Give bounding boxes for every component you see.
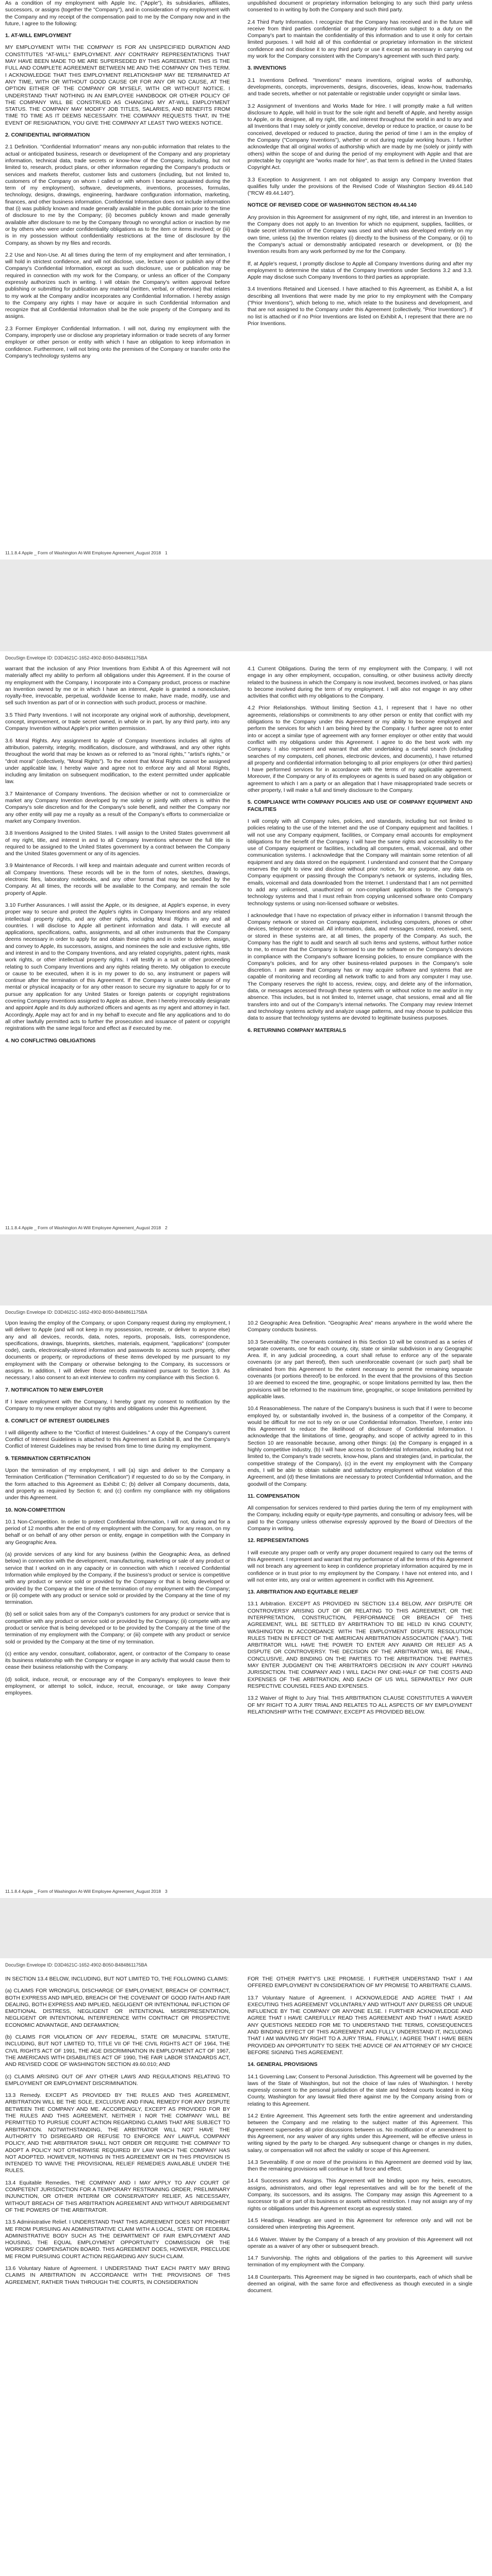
- paragraph: 10.4 Reasonableness. The nature of the Company's business is such that if I were to become employed by, or substantially involved in, the business of a competitor of the Company, it would be difficult for me not to rely on or use Confidential Information. Therefore, I enter into this Agreement to reduce the likelihood of disclosure of Confidential Information. I acknowledge that the limitations of time, geography, and scope of activity agreed to in this Section 10 are reasonable because, among other things: (a) the Company is engaged in a highly competitive industry, (b) I will have access to Confidential Information, including but not limited to, the Company's trade secrets, know-how, plans and strategies (and, in particular, the competitive strategy of the Company), (c) in the event my employment with the Company ends, I will be able to obtain suitable and satisfactory employment without violation of this Agreement, and (d) these limitations are necessary to protect Confidential Information, and the goodwill of the Company.: [248, 1406, 472, 1487]
- page-1-right-column: [248, 0, 472, 332]
- page-3-right-column: [248, 1320, 472, 1721]
- section-heading: 2. CONFIDENTIAL INFORMATION: [5, 132, 90, 139]
- paragraph: (d) solicit, induce, recruit, or encourage any of the Company's employees to leave their employment, or attempt to solicit, induce, recruit, encourage, or take away Company employees.: [5, 1676, 230, 1697]
- paragraph: 14.5 Headings. Headings are used in this Agreement for reference only and will not be considered when interpreting this Agreement.: [248, 2217, 472, 2231]
- section-heading: 5. COMPLIANCE WITH COMPANY POLICIES AND USE OF COMPANY EQUIPMENT AND FACILITIES: [248, 800, 472, 812]
- paragraph: 3.3 Exception to Assignment. I am not obligated to assign any Company Invention that qualifies fully under the provisions of the Revised Code of Washington Section 49.44.140 ("RCW 49.44.140").: [248, 177, 472, 197]
- docusign-envelope-id: DocuSign Envelope ID: D3D4621C-1652-4902-B050-B484861175BA: [5, 655, 147, 660]
- paragraph: FOR THE OTHER PARTY'S LIKE PROMISE. I FURTHER UNDERSTAND THAT I AM OFFERED EMPLOYMENT IN CONSIDERATION OF MY PROMISE TO ARBITRATE CLAIMS.: [248, 1976, 472, 1989]
- paragraph: MY EMPLOYMENT WITH THE COMPANY IS FOR AN UNSPECIFIED DURATION AND CONSTITUTES "AT-WILL" EMPLOYMENT. ANY CONTRARY REPRESENTATIONS THAT MAY HAVE BEEN MADE TO ME ARE SUPERSEDED BY THIS AGREEMENT. THIS IS THE FULL AND COMPLETE AGREEMENT BETWEEN ME AND THE COMPANY ON THIS TERM. I ACKNOWLEDGE THAT THIS EMPLOYMENT RELATIONSHIP MAY BE TERMINATED AT ANY TIME, WITH OR WITHOUT GOOD CAUSE OR FOR ANY OR NO CAUSE, AT THE OPTION EITHER OF THE COMPANY OR MYSELF, WITH OR WITHOUT NOTICE. I UNDERSTAND THAT NOTHING IN AN EMPLOYEE HANDBOOK OR OTHER POLICY OF THE COMPANY WILL BE CONSTRUED AS CHANGING MY AT-WILL EMPLOYMENT STATUS. THE COMPANY MAY MODIFY JOB TITLES, SALARIES, AND BENEFITS FROM TIME TO TIME AS IT DEEMS NECESSARY. THE COMPANY REQUESTS THAT, IN THE EVENT OF RESIGNATION, YOU GIVE THE COMPANY AT LEAST TWO WEEKS NOTICE.: [5, 45, 230, 126]
- paragraph: 3.6 Moral Rights. Any assignment to Apple of Company Inventions includes all rights of attribution, paternity, integrity, modification, disclosure, and withdrawal, and any other rights throughout the world that may be known as or referred to as "moral rights," "artist's rights," or "droit moral" (collectively, "Moral Rights"). To the extent that Moral Rights cannot be assigned under applicable law, I hereby waive and agree not to enforce any and all Moral Rights, including any limitation on subsequent modification, to the extent permitted under applicable law.: [5, 738, 230, 785]
- document-page-4: [0, 1958, 492, 2576]
- paragraph: 14.6 Waiver. Waiver by the Company of a breach of any provision of this Agreement will not operate as a waiver of any other or subsequent breach.: [248, 2236, 472, 2249]
- paragraph: (c) CLAIMS ARISING OUT OF ANY OTHER LAWS AND REGULATIONS RELATING TO EMPLOYMENT OR EMPLOYMENT DISCRIMINATION.: [5, 2074, 230, 2087]
- paragraph: All compensation for services rendered to third parties during the term of my employment with the Company, including equity or equity-type payments, and consulting or advisory fees, will be paid to the Company unless otherwise expressly approved by the Board of Directors of the Company in writing.: [248, 1505, 472, 1532]
- paragraph: 14.3 Severability. If one or more of the provisions in this Agreement are deemed void by law, then the remaining provisions will continue in full force and effect.: [248, 2159, 472, 2173]
- document-page-2: [0, 651, 492, 1234]
- footer-text: 11.1.8.4 Apple _ Form of Washington At-Will Employee Agreement_August 2018: [5, 1889, 161, 1894]
- page-2-left-column: [5, 666, 230, 1049]
- paragraph: 14.4 Successors and Assigns. This Agreement will be binding upon my heirs, executors, assigns, administrators, and other legal representatives and will be for the benefit of the Company, its successors, and its assigns. The Company may assign this Agreement to a successor to all or part of its business or assets without restriction. I may not assign any of my rights or obligations under this Agreement except as expressly stated.: [248, 2178, 472, 2212]
- paragraph: 2.2 Use and Non-Use. At all times during the term of my employment and after termination, I will hold in strictest confidence, and will not disclose, use, lecture upon or publish any of the Company's Confidential Information, except as such disclosure, use or publication may be required in connection with my work for the Company, or unless an officer of the Company expressly authorizes such in writing. I will obtain the Company's written approval before publishing or submitting for publication any material (written, verbal, or otherwise) that relates to my work at the Company and/or incorporates any Confidential Information. I hereby assign to the Company any rights I may have or acquire in such Confidential Information and recognize that all Confidential Information shall be the sole property of the Company and its assigns.: [5, 252, 230, 320]
- page-number: 2: [165, 1225, 168, 1230]
- page-footer: [5, 1225, 168, 1230]
- page-2-right-column: [248, 666, 472, 1039]
- paragraph: 13.1 Arbitration. EXCEPT AS PROVIDED IN SECTION 13.4 BELOW, ANY DISPUTE OR CONTROVERSY ARISING OUT OF OR RELATING TO THIS AGREEMENT, OR THE INTERPRETATION, CONSTRUCTION, PERFORMANCE OR BREACH OF THIS AGREEMENT, WILL BE SETTLED BY ARBITRATION TO BE HELD IN KING COUNTY, WASHINGTON IN ACCORDANCE WITH THE EMPLOYMENT DISPUTE RESOLUTION RULES THEN IN EFFECT OF THE AMERICAN ARBITRATION ASSOCIATION ("AAA"). THE ARBITRATOR WILL HAVE THE POWER TO ENTER ANY AWARD OR RELIEF AS A DISPUTE OR CONTROVERSY. THE DECISION OF THE ARBITRATOR WILL BE FINAL, CONCLUSIVE, AND BINDING ON THE PARTIES TO THE ARBITRATION. THE PARTIES MAY ENTER JUDGMENT ON THE ARBITRATOR'S DECISION IN ANY COURT HAVING JURISDICTION. THE COMPANY AND I WILL EACH PAY ONE-HALF OF THE COSTS AND EXPENSES OF THE ARBITRATION, AND EACH OF US WILL SEPARATELY PAY OUR RESPECTIVE COUNSEL FEES AND EXPENSES.: [248, 1601, 472, 1689]
- paragraph: I will diligently adhere to the "Conflict of Interest Guidelines." A copy of the Company's current Conflict of Interest Guidelines is attached to this Agreement as Exhibit B, and the Company's Conflict of Interest Guidelines may be revised from time to time during my employment.: [5, 1430, 230, 1450]
- paragraph: 13.6 Voluntary Nature of Agreement. I UNDERSTAND THAT EACH PARTY MAY BRING CLAIMS IN ARBITRATION IN ACCORDANCE WITH THE PROVISIONS OF THIS AGREEMENT, RATHER THAN THROUGH THE COURTS, IN CONSIDERATION: [5, 2265, 230, 2285]
- paragraph: IN SECTION 13.4 BELOW, INCLUDING, BUT NOT LIMITED TO, THE FOLLOWING CLAIMS:: [5, 1976, 229, 1982]
- paragraph: 3.2 Assignment of Inventions and Works Made for Hire. I will promptly make a full written disclosure to Apple, will hold in trust for the sole right and benefit of Apple, and hereby assign to Apple, or its designee, all my right, title, and interest throughout the world in and to any and all Inventions that I may solely or jointly conceive, develop or reduce to practice, or cause to be conceived, developed or reduced to practice, during the period of time I am in the employ of the Company ("Company Inventions"), whether or not during regular working hours. I further acknowledge that all original works of authorship which are made by me (solely or jointly with others) within the scope of and during the period of my employment with Apple and that are protectable by copyright are "works made for hire", as that term is defined in the United States Copyright Act.: [248, 103, 472, 171]
- page-4-left-column: [5, 1976, 230, 2291]
- paragraph: I will execute any proper oath or verify any proper document required to carry out the terms of this Agreement. I represent and warrant that my performance of all the terms of this Agreement will not breach any agreement to keep in confidence proprietary information acquired by me in confidence or in trust prior to my employment by the Company. I have not entered into, and I will not enter into, any oral or written agreement in conflict with this Agreement.: [248, 1550, 472, 1583]
- section-heading: 14. GENERAL PROVISIONS: [248, 2062, 318, 2068]
- footer-text: 11.1.8.4 Apple _ Form of Washington At-Will Employee Agreement_August 2018: [5, 550, 161, 555]
- paragraph: 14.2 Entire Agreement. This Agreement sets forth the entire agreement and understanding between the Company and me relating to the subject matter of this Agreement. This Agreement supersedes all prior discussions between us. No modification of or amendment to this Agreement, nor any waiver of any rights under this Agreement, will be effective unless in writing signed by the party to be charged. Any subsequent change or changes in my duties, salary, or compensation will not affect the validity or scope of this Agreement.: [248, 2113, 472, 2154]
- paragraph: 3.10 Further Assurances. I will assist the Apple, or its designee, at Apple's expense, in every proper way to secure and protect the Apple's rights in Company Inventions and any related intellectual property rights, and any other rights, including Moral Rights in any and all countries. I will disclose to Apple all pertinent information and data. I will execute all applications, specifications, oaths, assignments, and all other instruments that the Company deems necessary in order to apply for and obtain these rights and in order to deliver, assign, and convey to Apple, its successors, assigns, and nominees the sole and exclusive rights, title and interest in and to the Company Inventions, and any related copyrights, patent rights, mask work rights, or other intellectual property rights. I will testify in a suit or other proceeding relating to such Company Inventions and any rights relating thereto. My obligation to execute or cause to be executed, when it is in my power to do so, any instrument or papers will continue after the termination of this Agreement. If the Company is unable because of my mental or physical incapacity or for any other reason to secure my signature to apply for or to pursue any application for any United States or foreign patents or copyright registrations covering Company Inventions assigned to Apple as above, then I hereby irrevocably designate and appoint Apple and its duly authorized officers and agents as my agent and attorney in fact. Accordingly, Apple may act for and in my behalf to execute and file any applications and to do all other lawfully permitted acts to further the prosecution and issuance of patent or copyright registrations with the same legal force and effect as if executed by me.: [5, 902, 230, 1032]
- section-heading: 3. INVENTIONS: [248, 65, 287, 72]
- paragraph: 13.2 Waiver of Right to Jury Trial. THIS ARBITRATION CLAUSE CONSTITUTES A WAIVER OF MY RIGHT TO A JURY TRIAL AND RELATES TO ALL ASPECTS OF MY EMPLOYMENT RELATIONSHIP WITH THE COMPANY, EXCEPT AS PROVIDED BELOW.: [248, 1696, 472, 1715]
- paragraph: (b) CLAIMS FOR VIOLATION OF ANY FEDERAL, STATE OR MUNICIPAL STATUTE, INCLUDING, BUT NOT LIMITED TO, TITLE VII OF THE CIVIL RIGHTS ACT OF 1964, THE CIVIL RIGHTS ACT OF 1991, THE AGE DISCRIMINATION IN EMPLOYMENT ACT OF 1967, THE AMERICANS WITH DISABILITIES ACT OF 1990, THE FAIR LABOR STANDARDS ACT, AND REVISED CODE OF WASHINGTON SECTION 49.60.010; AND: [5, 2035, 230, 2068]
- paragraph: 4.2 Prior Relationships. Without limiting Section 4.1, I represent that I have no other agreements, relationships or commitments to any other person or entity that conflict with my obligations to the Company under this Agreement or my ability to become employed and perform the services for which I am being hired by the Company. I further agree not to enter into or accept a similar type of agreement with any former employer or other entity that would conflict with my obligations under this Agreement. I agree to do the best work with my Company. I also represent and warrant that after undertaking a careful search (including searches of my computers, cell phones, electronic devices, and documents), I have returned all property and confidential information belonging to all prior employers (or other third parties) I have performed services for in accordance with the terms of my applicable agreement. Moreover, if the Company or any of its employees or agents is sued based on any obligation or agreement to which I am a party or an allegation that I have misappropriated trade secrets or other property, I will make a full and timely disclosure to the Company.: [248, 705, 472, 794]
- paragraph: 3.8 Inventions Assigned to the United States. I will assign to the United States government all of my right, title, and interest in and to all Company Inventions whenever the full title is required to be assigned to the United States government by a contract between the Company and the United States government or any of its agencies.: [5, 831, 230, 857]
- paragraph: I acknowledge that I have no expectation of privacy either in information I transmit through the Company network or stored on Company equipment, including computers, phones or other devices, telephone or voicemail. All information, data, and messages created, received, sent, or stored in these systems are, at all times, the property of the Company. As such, the Company has the right to audit and search all such items and systems, without further notice to me, to ensure that the Company is licensed to use the software on the Company's devices in compliance with the Company's software licensing policies, to ensure compliance with the Company's policies, and for any other business-related purposes in the Company's sole discretion. I am aware that Company has or may acquire software and systems that are capable of monitoring and recording all network traffic to and from any computer I may use. The Company reserves the right to access, review, copy, and delete any of the information, data, or messages accessed through these systems with or without notice to me and/or in my absence. This includes, but is not limited to, Internet usage, chat sessions, email and all file transfers into and out of the Company's internal networks. The Company may review Internet and technology systems activity and analyze usage patterns, and may choose to publicize this data to assure that technology systems are devoted to legitimate business purposes.: [248, 912, 472, 1022]
- page-3-left-column: [5, 1320, 230, 1702]
- paragraph: 14.1 Governing Law; Consent to Personal Jurisdiction. This Agreement will be governed by the laws of the State of Washington, but not the choice of law rules of Washington. I hereby expressly consent to the personal jurisdiction of the state and federal courts located in King County, Washington for any lawsuit filed there against me by the Company arising from or relating to this Agreement.: [248, 2074, 472, 2107]
- section-heading: 13. ARBITRATION AND EQUITABLE RELIEF: [248, 1589, 358, 1596]
- page-gap: [0, 1898, 492, 1958]
- paragraph: (c) entice any vendor, consultant, collaborator, agent, or contractor of the Company to cease its business relationship with the Company or engage in any activity that would cause them to cease their business relationship with the Company.: [5, 1651, 230, 1671]
- paragraph: 10.3 Severability. The covenants contained in this Section 10 will be construed as a series of separate covenants, one for each county, city, state or similar subdivision in any Geographic Area. If, in any judicial proceeding, a court shall refuse to enforce any of the separate covenants (or any part thereof), then such unenforceable covenant (or such part) shall be eliminated from this Agreement to the extent necessary to permit the remaining separate covenants (or portions thereof) to be enforced. In the event that the provisions of this Section 10 are deemed to exceed the time, geographic, or scope limitations permitted by law, then the provisions will be reformed to the maximum time, geographic, or scope limitations permitted by applicable laws.: [248, 1339, 472, 1400]
- paragraph: (a) CLAIMS FOR WRONGFUL DISCHARGE OF EMPLOYMENT, BREACH OF CONTRACT, BOTH EXPRESS AND IMPLIED, BREACH OF THE COVENANT OF GOOD FAITH AND FAIR DEALING, BOTH EXPRESS AND IMPLIED, NEGLIGENT OR INTENTIONAL INFLICTION OF EMOTIONAL DISTRESS, NEGLIGENT OR INTENTIONAL MISREPRESENTATION, NEGLIGENT OR INTENTIONAL INTERFERENCE WITH CONTRACT OR PROSPECTIVE ECONOMIC ADVANTAGE, AND DEFAMATION;: [5, 1988, 230, 2028]
- paragraph: 2.1 Definition. "Confidential Information" means any non-public information that relates to the actual or anticipated business, research or development of the Company and any proprietary information, technical data, trade secrets or know-how of the Company, including, but not limited to, research, product plans, or other information regarding the Company's products or services and markets therefor, customer lists and customers (including, but not limited to, customers of the Company on whom I called or with whom I became acquainted during the term of my employment), software, developments, inventions, processes, formulas, technology, designs, drawings, engineering, hardware configuration information, marketing, finances, and other business information. Confidential Information does not include information that (i) was publicly known and made generally available in the public domain prior to the time of disclosure to me by the Company; (ii) becomes publicly known and made generally available after disclosure to me by the Company through no wrongful action or inaction by me or by others who were under confidentiality obligations as to the item or items involved; or (iii) is in my possession without confidentiality restrictions at the time of disclosure by the Company, as shown by my files and records.: [5, 144, 230, 246]
- section-heading: 7. NOTIFICATION TO NEW EMPLOYER: [5, 1387, 104, 1393]
- paragraph: 13.7 Voluntary Nature of Agreement. I ACKNOWLEDGE AND AGREE THAT I AM EXECUTING THIS AGREEMENT VOLUNTARILY AND WITHOUT ANY DURESS OR UNDUE INFLUENCE BY THE COMPANY OR ANYONE ELSE. I FURTHER ACKNOWLEDGE AND AGREE THAT I HAVE CAREFULLY READ THIS AGREEMENT AND THAT I HAVE ASKED ANY QUESTIONS NEEDED FOR ME TO UNDERSTAND THE TERMS, CONSEQUENCES AND BINDING EFFECT OF THIS AGREEMENT AND FULLY UNDERSTAND IT, INCLUDING THAT I AM WAIVING MY RIGHT TO A JURY TRIAL. FINALLY, I AGREE THAT I HAVE BEEN PROVIDED AN OPPORTUNITY TO SEEK THE ADVICE OF AN ATTORNEY OF MY CHOICE BEFORE SIGNING THIS AGREEMENT.: [248, 1995, 472, 2056]
- paragraph: 10.1 Non-Competition. In order to protect Confidential Information, I will not, during and for a period of 12 months after the end of my employment with the Company, for any reason, on my behalf or on behalf of any other person or entity, engage in competition with the Company in any Geographic Area.: [5, 1519, 230, 1546]
- paragraph: I will comply with all Company rules, policies, and standards, including but not limited to policies relating to the use of the Internet and the use of Company equipment and facilities. I will not use any Company equipment, facilities, or Company email accounts for employment obligations for the benefit of the Company. I will have the same rights and accessibility to the use of Company equipment or facilities, including all computers, email, voicemail, and other communication systems. I acknowledge that the Company will maintain some retention of all equipment and any data stored on the equipment. I understand and consent that the Company reserves the right to view and disclose without prior notice, for any purpose, any data on Company equipment or passing through the Company's network or systems, including files, emails, voicemail and data downloaded from the Internet. I understand that I am not permitted to add any unlicensed, unauthorized or non-compliant applications to the Company's technology systems and that I must refrain from copying unlicensed software onto Company technology systems or using non-licensed software or websites.: [248, 818, 472, 907]
- paragraph: 3.4 Inventions Retained and Licensed. I have attached to this Agreement, as Exhibit A, a list describing all Inventions that were made by me prior to my employment with the Company ("Prior Inventions"), which belong to me, which relate to the business and development, and that are not assigned to the Company under this Agreement (collectively, "Prior Inventions"). If no list is attached or if no Prior Inventions are listed on Exhibit A, I represent that there are no Prior Inventions.: [248, 286, 472, 327]
- paragraph: If, at Apple's request, I promptly disclose to Apple all Company Inventions during and after my employment to determine the status of the Company Inventions under Sections 3.2 and 3.3. Apple may disclose such Company Inventions to third parties as appropriate.: [248, 261, 472, 281]
- paragraph: Upon the termination of my employment, I will (a) sign and deliver to the Company a Termination Certification ("Termination Certification") if requested to do so by the Company, in the form attached to this Agreement as Exhibit C; (b) deliver all Company documents, data, and property as required by Section 6; and (c) confirm my compliance with my obligations under this Agreement.: [5, 1468, 230, 1501]
- paragraph: As a condition of my employment with Apple Inc. ("Apple"), its subsidiaries, affiliates, successors, or assigns (together the "Company"), and in consideration of my employment with the Company and my receipt of the compensation paid to me by the Company now and in the future, I agree to the following:: [5, 1, 230, 27]
- document-page-3: [0, 1306, 492, 1898]
- paragraph: 2.4 Third Party Information. I recognize that the Company has received and in the future will receive from third parties confidential or proprietary information subject to a duty on the Company's part to maintain the confidentiality of this information and to use it only for certain limited purposes. I will hold all of this confidential or proprietary information in the strictest confidence and not disclose it to any third party or use it except as necessary in carrying out my work for the Company consistent with the Company's agreement with such third party.: [248, 19, 472, 60]
- docusign-envelope-id: DocuSign Envelope ID: D3D4621C-1652-4902-B050-B484861175BA: [5, 1962, 147, 1968]
- paragraph: 3.1 Inventions Defined. "Inventions" means inventions, original works of authorship, developments, concepts, improvements, designs, discoveries, ideas, know-how, trademarks and trade secrets, whether or not patentable or registrable under copyright or similar laws.: [248, 77, 472, 97]
- paragraph: 13.3 Remedy. EXCEPT AS PROVIDED BY THE RULES AND THIS AGREEMENT, ARBITRATION WILL BE THE SOLE, EXCLUSIVE AND FINAL REMEDY FOR ANY DISPUTE BETWEEN THE COMPANY AND ME. ACCORDINGLY, EXCEPT AS PROVIDED FOR BY THE RULES AND THIS AGREEMENT, NEITHER I NOR THE COMPANY WILL BE PERMITTED TO PURSUE COURT ACTION REGARDING CLAIMS THAT ARE SUBJECT TO ARBITRATION. NOTWITHSTANDING, THE ARBITRATOR WILL NOT HAVE THE AUTHORITY TO DISREGARD OR REFUSE TO ENFORCE ANY LAWFUL COMPANY POLICY, AND THE ARBITRATOR SHALL NOT ORDER OR REQUIRE THE COMPANY TO ADOPT A POLICY NOT OTHERWISE REQUIRED BY LAW WHICH THE COMPANY HAS NOT ADOPTED. HOWEVER, NOTHING IN THIS AGREEMENT OR IN THIS PROVISION IS INTENDED TO WAIVE THE PROVISIONAL RELIEF REMEDIES AVAILABLE UNDER THE RULES.: [5, 2093, 230, 2174]
- paragraph: 2.3 Former Employer Confidential Information. I will not, during my employment with the Company, improperly use or disclose any proprietary information or trade secrets of any former employer or other person or entity with which I have an obligation to keep information in confidence. Furthermore, I will not bring onto the premises of the Company or transfer onto the Company's technology systems any: [5, 326, 230, 359]
- paragraph: If I leave employment with the Company, I hereby grant my consent to notification by the Company to my new employer about my rights and obligations under this Agreement.: [5, 1399, 230, 1412]
- page-footer: [5, 550, 168, 555]
- section-heading: 8. CONFLICT OF INTEREST GUIDELINES: [5, 1418, 110, 1424]
- paragraph: 14.8 Counterparts. This Agreement may be signed in two counterparts, each of which shall be deemed an original, with the same force and effectiveness as though executed in a single document.: [248, 2274, 472, 2294]
- section-heading: 10. NON-COMPETITION: [5, 1507, 65, 1513]
- section-heading: 6. RETURNING COMPANY MATERIALS: [248, 1027, 347, 1033]
- paragraph: Upon leaving the employ of the Company, or upon Company request during my employment, I will deliver to Apple (and will not keep in my possession, recreate, or deliver to anyone else) any and all devices, records, data, notes, reports, proposals, lists, correspondence, specifications, drawings, blueprints, sketches, materials, equipment, "applications" (computer code), cards, electronically-stored information and passwords to access such property, other documents or property, or reproductions of these items developed by me pursuant to my employment with the Company or otherwise belonging to the Company, its successors or assigns. In addition, I will deliver those records maintained pursuant to Section 3.9. As necessary, I also consent to an exit interview to confirm my compliance with this Section 6.: [5, 1320, 230, 1381]
- page-1-left-column: [5, 0, 230, 365]
- paragraph: 13.4 Equitable Remedies. THE COMPANY AND I MAY APPLY TO ANY COURT OF COMPETENT JURISDICTION FOR A TEMPORARY RESTRAINING ORDER, PRELIMINARY INJUNCTION, OR OTHER INTERIM OR CONSERVATORY RELIEF, AS NECESSARY, WITHOUT BREACH OF THIS ARBITRATION AGREEMENT AND WITHOUT ABRIDGEMENT OF THE POWERS OF THE ARBITRATOR.: [5, 2180, 230, 2213]
- section-heading: 4. NO CONFLICTING OBLIGATIONS: [5, 1038, 96, 1044]
- paragraph: 13.5 Administrative Relief. I UNDERSTAND THAT THIS AGREEMENT DOES NOT PROHIBIT ME FROM PURSUING AN ADMINISTRATIVE CLAIM WITH A LOCAL, STATE OR FEDERAL ADMINISTRATIVE BODY SUCH AS THE DEPARTMENT OF FAIR EMPLOYMENT AND HOUSING, THE EQUAL EMPLOYMENT OPPORTUNITY COMMISSION OR THE WORKERS' COMPENSATION BOARD. THIS AGREEMENT DOES, HOWEVER, PRECLUDE ME FROM PURSUING COURT ACTION REGARDING ANY SUCH CLAIM.: [5, 2219, 230, 2260]
- paragraph: (b) sell or solicit sales from any of the Company's customers for any product or service that is competitive with any product or service sold or provided by the Company; (ii) compete with any product or service that is being developed or to be provided by the Company at the time of the termination of my employment with the Company; or (iii) compete with any product or service sold or provided by the Company at the time of my termination.: [5, 1612, 230, 1645]
- page-number: 3: [165, 1889, 168, 1894]
- section-heading: 1. AT-WILL EMPLOYMENT: [5, 33, 72, 39]
- paragraph: warrant that the inclusion of any Prior Inventions from Exhibit A of this Agreement will not materially affect my ability to perform all obligations under this Agreement. If in the course of my employment with the Company, I incorporate into a Company product, process or machine an Invention owned by me or in which I have an interest, Apple is granted a nonexclusive, royalty-free, irrevocable, perpetual, worldwide license to make, have made, modify, use and sell such Invention as part of or in connection with such product, process or machine.: [5, 666, 230, 706]
- footer-text: 11.1.8.4 Apple _ Form of Washington At-Will Employee Agreement_August 2018: [5, 1225, 161, 1230]
- page-footer: [5, 1889, 168, 1894]
- paragraph: 4.1 Current Obligations. During the term of my employment with the Company, I will not engage in any other employment, occupation, consulting, or other business activity directly related to the business in which the Company is now involved, becomes involved, or has plans to become involved during the term of my employment. I will also not engage in any other activities that conflict with my obligations to the Company.: [248, 666, 472, 700]
- paragraph: Any provision in this Agreement for assignment of my right, title, and interest in an Invention to the Company does not apply to an Invention for which no equipment, supplies, facilities, or trade secret information of the Company was used and which was developed entirely on my own time, unless (a) the Invention relates (i) directly to the business of the Company, or (ii) to the Company's actual or demonstrably anticipated research or development, or (b) the Invention results from any work performed by me for the Company.: [248, 214, 472, 255]
- section-heading: 11. COMPENSATION: [248, 1493, 300, 1499]
- page-4-right-column: [248, 1976, 472, 2300]
- paragraph: 3.7 Maintenance of Company Inventions. The decision whether or not to commercialize or market any Company Invention developed by me solely or jointly with others is within the Company's sole discretion and for the Company's sole benefit, and neither the Company nor any other entity will pay me a royalty as a result of the Company's efforts to commercialize or market any Company Invention.: [5, 791, 230, 824]
- page-gap: [0, 1234, 492, 1306]
- page-gap: [0, 560, 492, 651]
- page-number: 1: [165, 550, 168, 555]
- docusign-envelope-id: DocuSign Envelope ID: D3D4621C-1652-4902-B050-B484861175BA: [5, 1310, 147, 1315]
- paragraph: 10.2 Geographic Area Definition. "Geographic Area" means anywhere in the world where the Company conducts business.: [248, 1320, 472, 1333]
- document-page-1: [0, 0, 492, 560]
- notice-heading: NOTICE OF REVISED CODE OF WASHINGTON SECTION 49.44.140: [248, 202, 417, 209]
- paragraph: 14.7 Survivorship. The rights and obligations of the parties to this Agreement will survive termination of my employment with the Company.: [248, 2256, 472, 2268]
- paragraph: unpublished document or proprietary information belonging to any such third party unless consented to in writing by both the Company and such third party.: [248, 1, 472, 13]
- section-heading: 12. REPRESENTATIONS: [248, 1538, 309, 1544]
- paragraph: 3.5 Third Party Inventions. I will not incorporate any original work of authorship, development, concept, improvement, or trade secret owned, in whole or in part, by any third party, into any Company Invention without Apple's prior written permission.: [5, 712, 230, 732]
- section-heading: 9. TERMINATION CERTIFICATION: [5, 1455, 91, 1462]
- paragraph: 3.9 Maintenance of Records. I will keep and maintain adequate and current written records of all Company Inventions. These records will be in the form of notes, sketches, drawings, electronic files, laboratory notebooks, and any other format that may be specified by the Company. At all times, the records will be available to the Company, and remain the sole property of Apple.: [5, 863, 230, 896]
- paragraph: (a) provide services of any kind for any business (within the Geographic Area, as defined below) in connection with the development, manufacturing, marketing or sale of any product or service that I worked on in any capacity or in connection with which I received Confidential Information while employed by the Company, if the business's product or service is competitive with any product or service sold or provided by the Company or that is being developed or provided by the Company at the time of the termination of my employment with the Company; or (ii) compete with any product or service sold or provided by the Company at the time of my termination.: [5, 1552, 230, 1606]
